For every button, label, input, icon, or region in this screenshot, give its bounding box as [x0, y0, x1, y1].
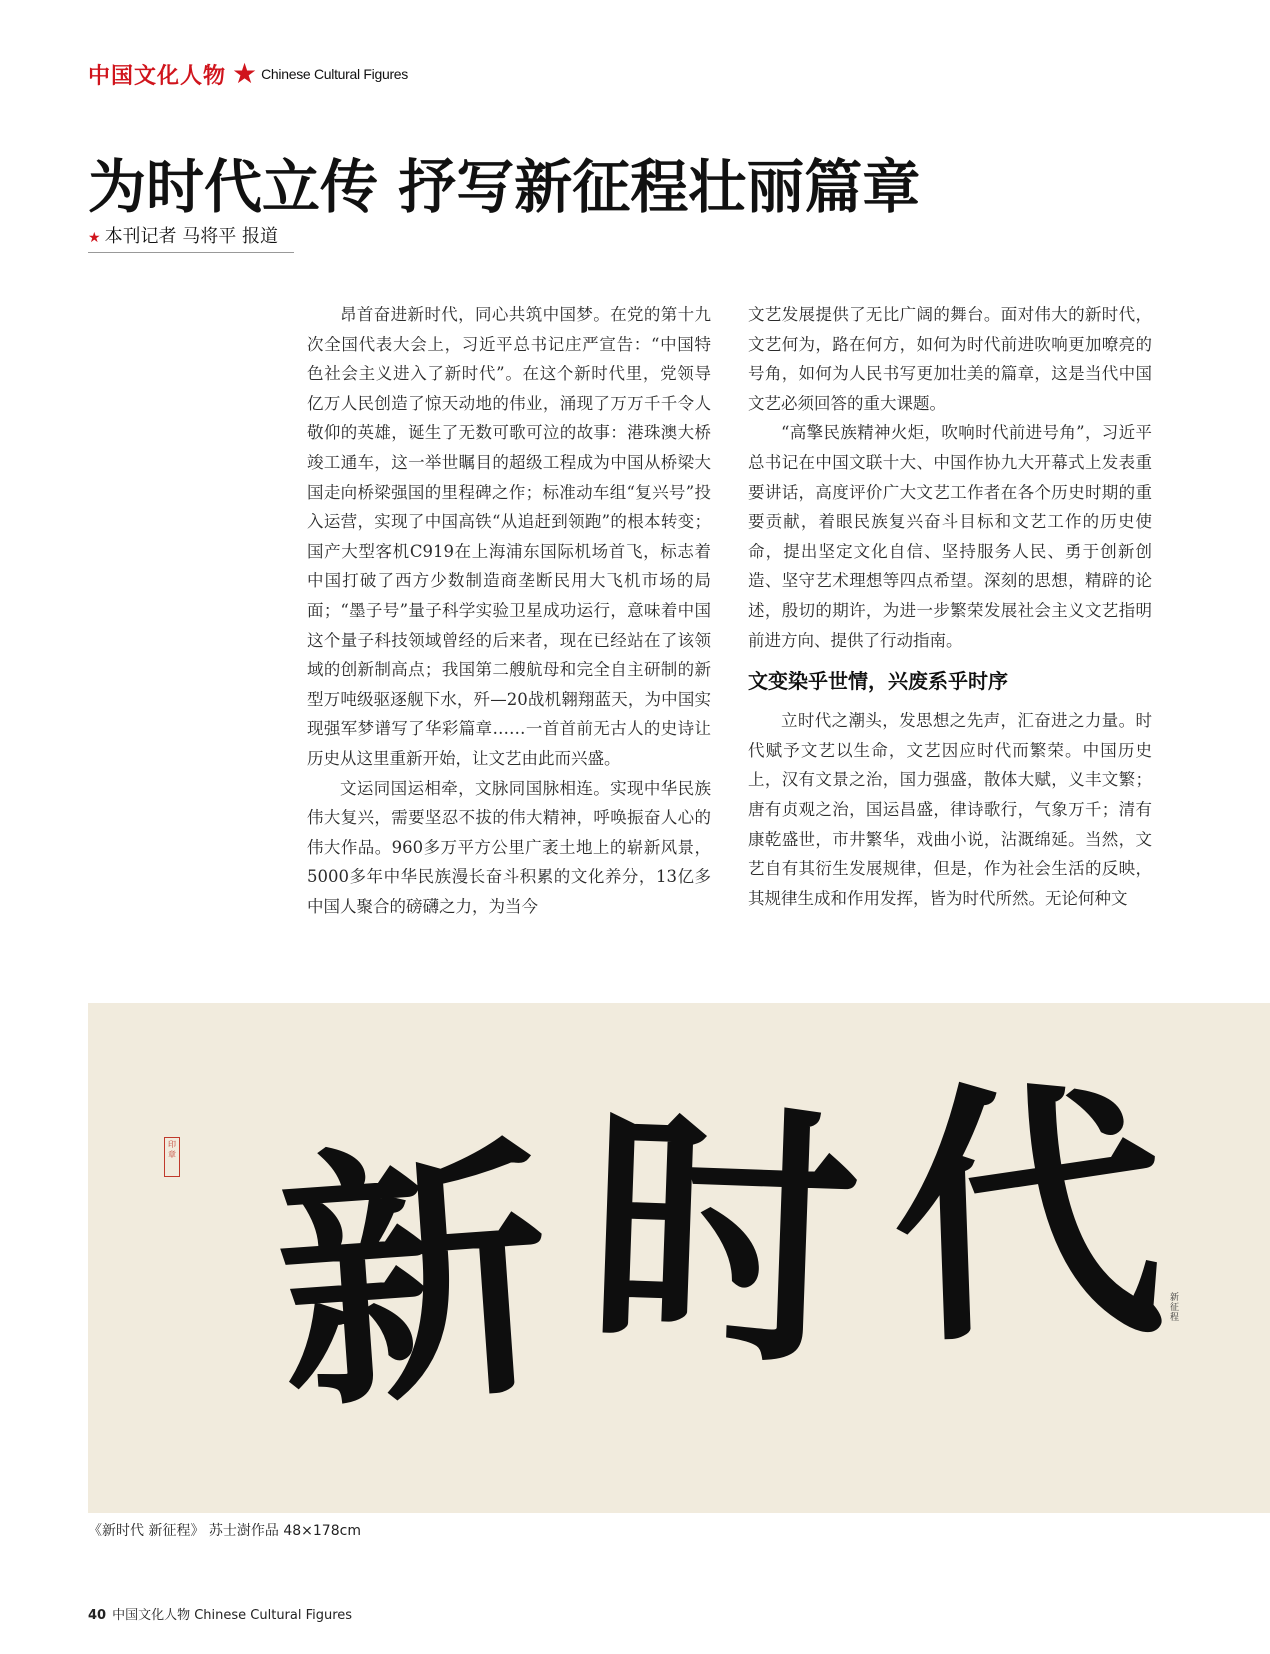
red-seal-stamp: 印章: [164, 1137, 180, 1177]
star-icon: ★: [232, 57, 258, 90]
paragraph: 文运同国运相牵，文脉同国脉相连。实现中华民族伟大复兴，需要坚忍不拔的伟大精神，呼唤振奋人心的伟大作品。960多万平方公里广袤土地上的崭新风景，5000多年中华民族漫长奋斗积累的文化养分，13亿多中国人聚合的磅礴之力，为当今: [307, 778, 711, 916]
calligraphy-character: 代: [887, 1052, 1169, 1380]
calligraphy-artwork: [88, 1003, 1270, 1513]
article-title: 为时代立传 抒写新征程壮丽篇章: [88, 153, 921, 221]
section-subheading: 文变染乎世情，兴废系乎时序: [748, 669, 1008, 694]
calligraphy-character: 时: [582, 1074, 864, 1402]
star-icon: ★: [88, 230, 101, 246]
footer-publication: 中国文化人物 Chinese Cultural Figures: [112, 1608, 353, 1623]
paragraph: “高擎民族精神火炬，吹响时代前进号角”，习近平总书记在中国文联十大、中国作协九大开幕式上发表重要讲话，高度评价广大文艺工作者在各个历史时期的重要贡献，着眼民族复兴奋斗目标和文艺工作的历史使命，提出坚定文化自信、坚持服务人民、勇于创新创造、坚守艺术理想等四点希望。深刻的思想，精辟的论述，殷切的期许，为进一步繁荣发展社会主义文艺指明前进方向、提供了行动指南。: [748, 423, 1152, 650]
artwork-caption: 《新时代 新征程》 苏士澍作品 48×178cm: [88, 1523, 361, 1539]
artist-inscription: 新征程: [1170, 1293, 1180, 1323]
article-column-left: [307, 300, 711, 921]
paragraph: 昂首奋进新时代，同心共筑中国梦。在党的第十九次全国代表大会上，习近平总书记庄严宣告：“中国特色社会主义进入了新时代”。在这个新时代里，党领导亿万人民创造了惊天动地的伟业，涌现了万万千千令人敬仰的英雄，诞生了无数可歌可泣的故事：港珠澳大桥竣工通车，这一举世瞩目的超级工程成为中国从桥梁大国走向桥梁强国的里程碑之作；标准动车组“复兴号”投入运营，实现了中国高铁“从追赶到领跑”的根本转变；国产大型客机C919在上海浦东国际机场首飞，标志着中国打破了西方少数制造商垄断民用大飞机市场的局面；“墨子号”量子科学实验卫星成功运行，意味着中国这个量子科技领域曾经的后来者，现在已经站在了该领域的创新制高点；我国第二艘航母和完全自主研制的新型万吨级驱逐舰下水，歼—20战机翱翔蓝天，为中国实现强军梦谱写了华彩篇章……一首首前无古人的史诗让历史从这里重新开始，让文艺由此而兴盛。: [307, 305, 711, 768]
magazine-header: [88, 56, 408, 92]
byline: [88, 222, 294, 253]
page-number: 40: [88, 1608, 107, 1623]
paragraph: 立时代之潮头，发思想之先声，汇奋进之力量。时代赋予文艺以生命，文艺因应时代而繁荣。中国历史上，汉有文景之治，国力强盛，散体大赋，义丰文繁；唐有贞观之治，国运昌盛，律诗歌行，气象万千；清有康乾盛世，市井繁华，戏曲小说，沾溉绵延。当然，文艺自有其衍生发展规律，但是，作为社会生活的反映，其规律生成和作用发挥，皆为时代所然。无论何种文: [748, 711, 1152, 908]
calligraphy-character: 新: [267, 1109, 559, 1447]
brand-chinese-logo: 中国文化人物: [88, 62, 227, 89]
brand-english-name: Chinese Cultural Figures: [261, 66, 408, 82]
byline-text: 本刊记者 马将平 报道: [104, 226, 279, 247]
page-footer: [88, 1604, 352, 1623]
article-column-right: [748, 300, 1152, 913]
paragraph: 文艺发展提供了无比广阔的舞台。面对伟大的新时代，文艺何为，路在何方，如何为时代前进吹响更加嘹亮的号角，如何为人民书写更加壮美的篇章，这是当代中国文艺必须回答的重大课题。: [748, 305, 1152, 413]
